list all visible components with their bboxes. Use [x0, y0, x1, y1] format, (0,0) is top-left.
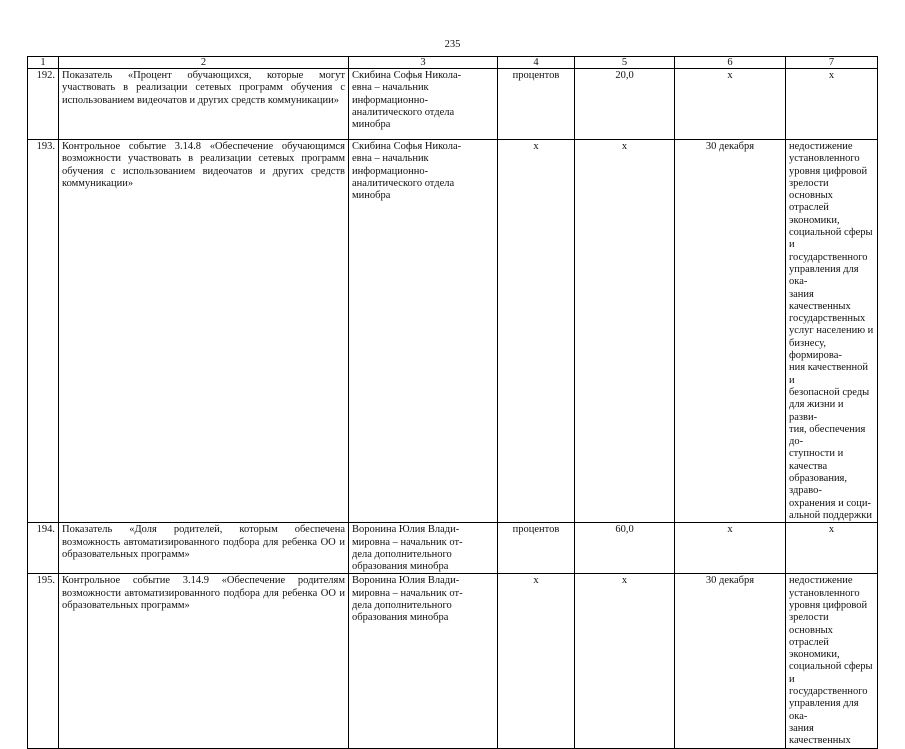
row-risk: [786, 140, 878, 523]
row-risk-line: государственных: [789, 313, 866, 325]
row-risk-line: государственного: [789, 686, 868, 698]
row-responsible: [349, 523, 498, 574]
plan-table: [27, 56, 878, 749]
row-responsible-line: минобра: [352, 119, 391, 131]
column-header: 7: [786, 57, 878, 69]
row-risk-line: государственного: [789, 251, 868, 263]
row-risk-line: недостижение: [789, 141, 853, 152]
row-risk-line: установленного: [789, 153, 860, 165]
row-number: 194.: [28, 523, 59, 574]
row-unit: x: [498, 574, 575, 748]
row-number: 195.: [28, 574, 59, 748]
row-number: 193.: [28, 140, 59, 523]
row-deadline: 30 декабря: [675, 140, 786, 523]
row-risk-line: зания качественных: [789, 722, 851, 747]
row-number: 192.: [28, 69, 59, 140]
row-deadline: x: [675, 69, 786, 140]
row-risk-line: тия, обеспечения до-: [789, 423, 866, 448]
row-risk-line: для жизни и разви-: [789, 399, 844, 423]
row-risk-line: отраслей экономики,: [789, 636, 840, 661]
row-responsible-line: мировна – начальник от-: [352, 587, 463, 599]
row-risk-line: ния качественной и: [789, 362, 868, 386]
row-responsible-line: дела дополнительного: [352, 548, 452, 560]
row-responsible-line: Скибина Софья Никола-: [352, 70, 462, 81]
column-header: 2: [59, 57, 349, 69]
row-responsible-line: Скибина Софья Никола-: [352, 141, 462, 152]
row-responsible: [349, 574, 498, 748]
row-unit: процентов: [498, 69, 575, 140]
row-responsible-line: минобра: [352, 190, 391, 202]
row-risk-line: уровня цифровой: [789, 165, 868, 177]
row-risk-line: зрелости основных: [789, 177, 833, 202]
row-risk-line: образования, здраво-: [789, 473, 848, 497]
row-deadline: x: [675, 523, 786, 574]
row-responsible-line: информационно-: [352, 165, 429, 177]
row-responsible-line: Воронина Юлия Влади-: [352, 524, 460, 536]
row-risk-line: безопасной среды: [789, 386, 870, 398]
row-risk-line: управления для ока-: [789, 698, 859, 722]
row-value: 20,0: [575, 69, 675, 140]
row-risk-line: x: [828, 70, 835, 81]
row-risk: [786, 523, 878, 574]
row-risk-line: ступности и качества: [789, 448, 844, 472]
row-responsible-line: мировна – начальник от-: [352, 536, 463, 548]
page-number: 235: [444, 39, 461, 50]
row-risk-line: уровня цифровой: [789, 599, 868, 611]
table-header-row: [28, 57, 878, 69]
column-header: 4: [498, 57, 575, 69]
row-name: Показатель «Процент обучающихся, которые могут участвовать в реализации сетевых программ обучения с использованием видеочатов и других средств коммуникации»: [59, 69, 349, 140]
row-responsible-line: евна – начальник: [352, 153, 429, 165]
row-risk-line: x: [828, 524, 835, 536]
table-row: [28, 523, 878, 574]
row-risk: [786, 69, 878, 140]
row-risk-line: зания качественных: [789, 288, 851, 312]
row-responsible: [349, 69, 498, 140]
row-deadline: 30 декабря: [675, 574, 786, 748]
row-responsible-line: образования минобра: [352, 561, 449, 573]
row-name: Показатель «Доля родителей, которым обеспечена возможность автоматизированного подбора для ребенка ОО и образовательных программ»: [59, 523, 349, 574]
row-risk-line: отраслей экономики,: [789, 202, 840, 226]
row-value: 60,0: [575, 523, 675, 574]
row-responsible-line: Воронина Юлия Влади-: [352, 575, 460, 587]
row-responsible-line: аналитического отдела: [352, 106, 455, 118]
row-name: Контрольное событие 3.14.8 «Обеспечение обучающимся возможности участвовать в реализации сетевых программ обучения с использованием видеочатов и других средств коммуникации»: [59, 140, 349, 523]
table-row: [28, 574, 878, 748]
row-risk-line: недостижение: [789, 575, 853, 587]
row-value: x: [575, 140, 675, 523]
row-risk-line: установленного: [789, 587, 860, 599]
row-responsible-line: аналитического отдела: [352, 177, 455, 189]
row-risk-line: управления для ока-: [789, 263, 859, 288]
column-header: 3: [349, 57, 498, 69]
row-responsible-line: образования минобра: [352, 612, 449, 624]
row-responsible-line: информационно-: [352, 94, 429, 106]
row-risk: [786, 574, 878, 748]
row-unit: x: [498, 140, 575, 523]
row-name: Контрольное событие 3.14.9 «Обеспечение родителям возможности автоматизированного подбора для ребенка ОО и образовательных программ»: [59, 574, 349, 748]
table-row: [28, 140, 878, 523]
column-header: 1: [28, 57, 59, 69]
row-risk-line: социальной сферы и: [789, 227, 873, 251]
row-risk-line: зрелости основных: [789, 612, 833, 636]
table-row: [28, 69, 878, 140]
row-responsible: [349, 140, 498, 523]
row-risk-line: охранения и соци-: [789, 497, 872, 509]
row-unit: процентов: [498, 523, 575, 574]
row-risk-line: бизнесу, формирова-: [789, 337, 842, 362]
row-responsible-line: евна – начальник: [352, 82, 429, 94]
column-header: 6: [675, 57, 786, 69]
row-risk-line: услуг населению и: [789, 325, 874, 337]
row-risk-line: социальной сферы и: [789, 661, 873, 685]
column-header: 5: [575, 57, 675, 69]
row-value: x: [575, 574, 675, 748]
row-responsible-line: дела дополнительного: [352, 599, 452, 611]
row-risk-line: альной поддержки: [789, 509, 873, 521]
